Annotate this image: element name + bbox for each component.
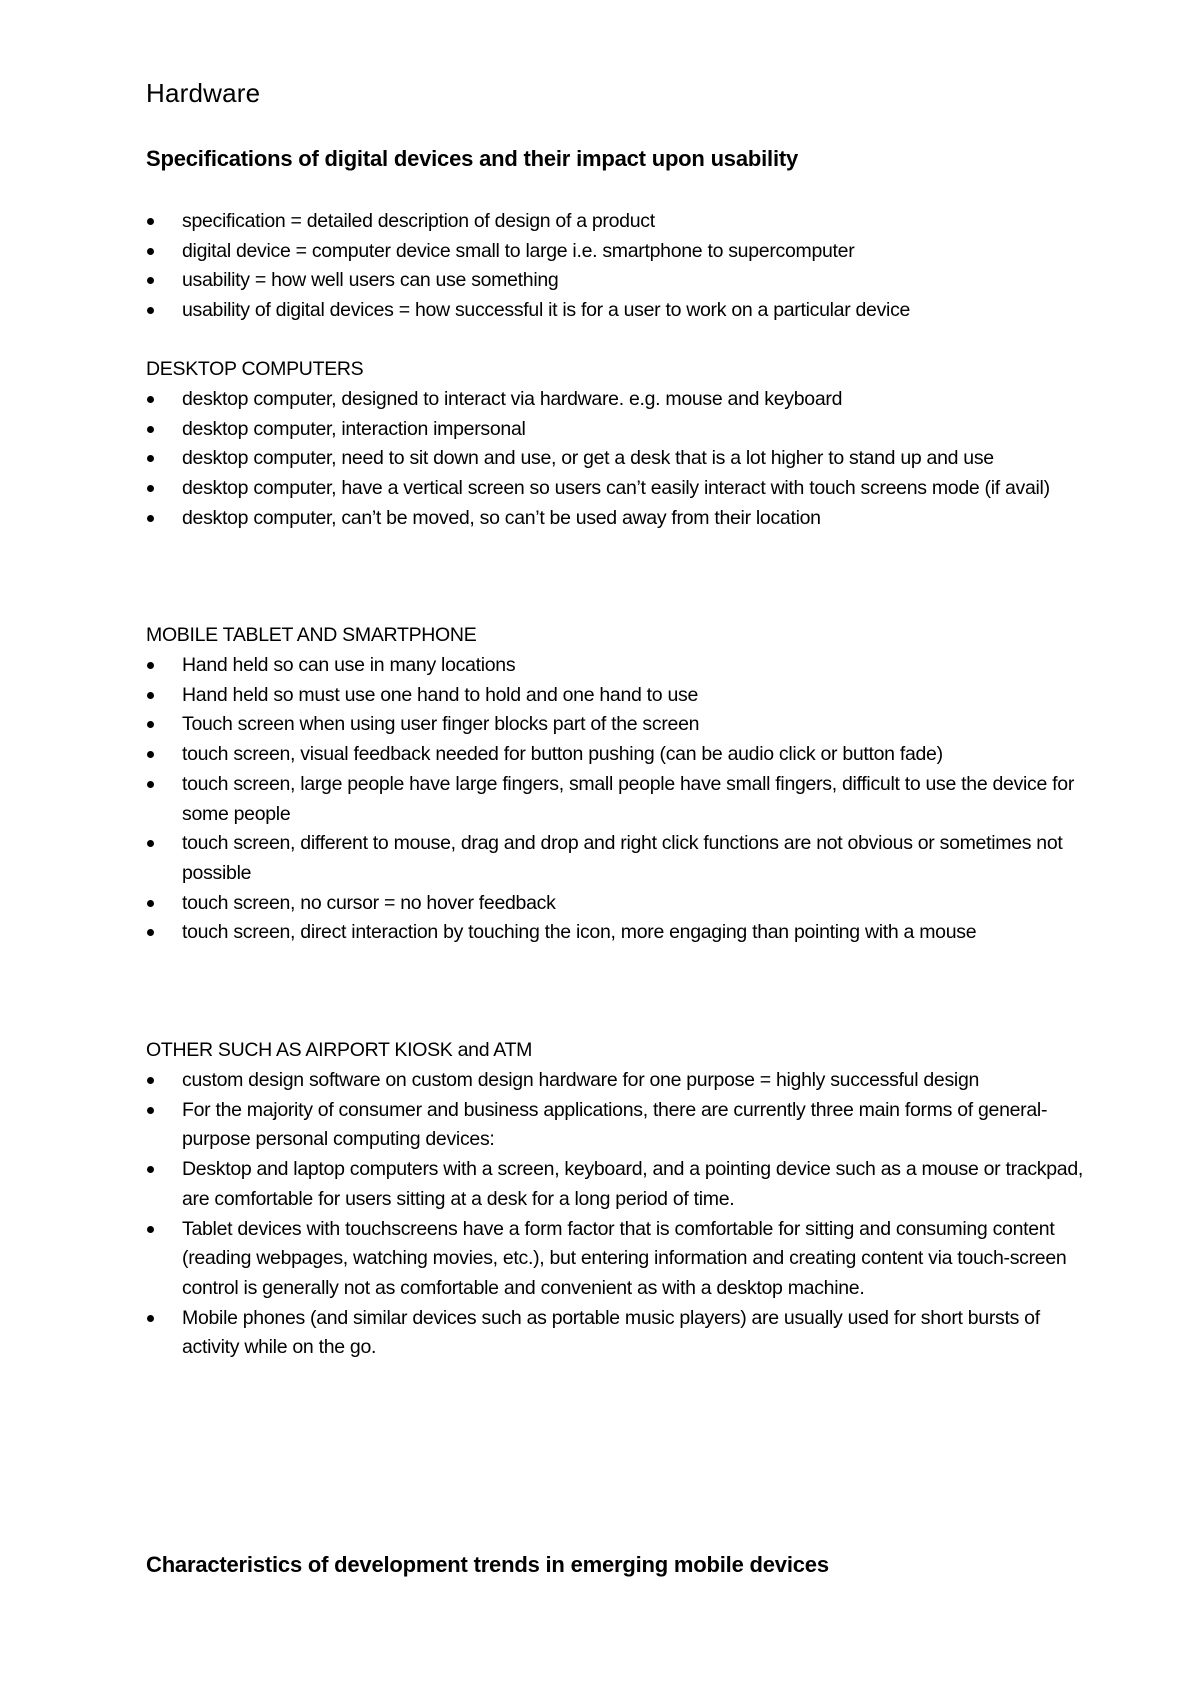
list-item: touch screen, direct interaction by touching the icon, more engaging than pointing with a mouse — [146, 918, 1096, 948]
list-item: touch screen, visual feedback needed for button pushing (can be audio click or button fade) — [146, 740, 1096, 770]
list-item: touch screen, no cursor = no hover feedback — [146, 889, 1096, 919]
list-item: desktop computer, designed to interact via hardware. e.g. mouse and keyboard — [146, 385, 1096, 415]
list-item: usability of digital devices = how successful it is for a user to work on a particular device — [146, 296, 1096, 326]
page-title: Hardware — [146, 78, 261, 108]
section-label-mobile: MOBILE TABLET AND SMARTPHONE — [146, 624, 477, 646]
list-item: desktop computer, can’t be moved, so can’t be used away from their location — [146, 504, 1096, 534]
list-item: touch screen, different to mouse, drag and drop and right click functions are not obvious or sometimes not possible — [146, 829, 1096, 888]
list-item: Hand held so must use one hand to hold and one hand to use — [146, 681, 1096, 711]
intro-bullet-list — [146, 207, 1096, 326]
section-heading-specifications: Specifications of digital devices and their impact upon usability — [146, 146, 799, 171]
mobile-bullet-list — [146, 651, 1096, 948]
list-item: specification = detailed description of design of a product — [146, 207, 1096, 237]
list-item: Mobile phones (and similar devices such as portable music players) are usually used for short bursts of activity while on the go. — [146, 1304, 1096, 1363]
list-item: custom design software on custom design hardware for one purpose = highly successful design — [146, 1066, 1096, 1096]
list-item: For the majority of consumer and business applications, there are currently three main forms of general-purpose personal computing devices: — [146, 1096, 1096, 1155]
list-item: Hand held so can use in many locations — [146, 651, 1096, 681]
list-item: touch screen, large people have large fingers, small people have small fingers, difficult to use the device for some people — [146, 770, 1096, 829]
section-label-desktop: DESKTOP COMPUTERS — [146, 358, 364, 380]
list-item: usability = how well users can use something — [146, 266, 1096, 296]
list-item: desktop computer, need to sit down and use, or get a desk that is a lot higher to stand up and use — [146, 444, 1096, 474]
list-item: Desktop and laptop computers with a screen, keyboard, and a pointing device such as a mouse or trackpad, are comfortable for users sitting at a desk for a long period of time. — [146, 1155, 1096, 1214]
list-item: desktop computer, interaction impersonal — [146, 415, 1096, 445]
other-bullet-list — [146, 1066, 1096, 1363]
list-item: desktop computer, have a vertical screen so users can’t easily interact with touch screens mode (if avail) — [146, 474, 1096, 504]
list-item: Tablet devices with touchscreens have a form factor that is comfortable for sitting and consuming content (reading webpages, watching movies, etc.), but entering information and creating content via touch-screen control is generally not as comfortable and convenient as with a desktop machine. — [146, 1215, 1096, 1304]
list-item: digital device = computer device small to large i.e. smartphone to supercomputer — [146, 237, 1096, 267]
list-item: Touch screen when using user finger blocks part of the screen — [146, 710, 1096, 740]
desktop-bullet-list — [146, 385, 1096, 534]
section-label-other: OTHER SUCH AS AIRPORT KIOSK and ATM — [146, 1039, 533, 1061]
section-heading-trends: Characteristics of development trends in emerging mobile devices — [146, 1552, 829, 1577]
